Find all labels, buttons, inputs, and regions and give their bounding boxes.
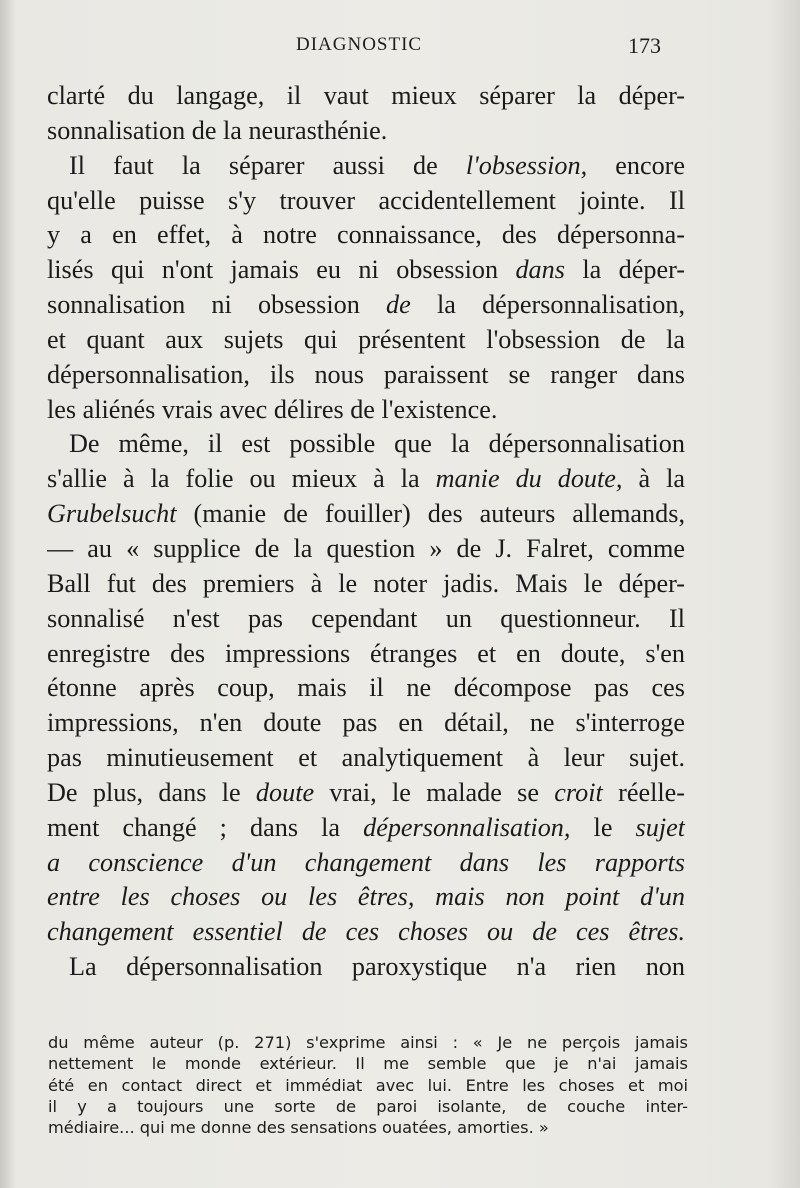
text-line: a conscience d'un changement dans les rapports <box>47 847 685 877</box>
footnote-line: été en contact direct et immédiat avec lui. Entre les choses et moi <box>48 1075 688 1095</box>
footnote <box>48 1032 688 1138</box>
text-line: clarté du langage, il vaut mieux séparer la déper- <box>47 81 685 110</box>
footnote-line: il y a toujours une sorte de paroi isolante, de couche inter- <box>48 1096 688 1116</box>
text-line: les aliénés vrais avec délires de l'existence. <box>47 394 498 424</box>
text-line: dépersonnalisation, ils nous paraissent se ranger dans <box>47 359 685 389</box>
text-line: entre les choses ou les êtres, mais non point d'un <box>47 882 685 912</box>
text-line: Ball fut des premiers à le noter jadis. Mais le déper- <box>47 568 685 598</box>
running-title: DIAGNOSTIC <box>296 34 423 55</box>
page-number: 173 <box>628 33 661 58</box>
text-line: et quant aux sujets qui présentent l'obsession de la <box>47 324 685 354</box>
text-line: impressions, n'en doute pas en détail, ne s'interroge <box>47 708 685 738</box>
text-line: y a en effet, à notre connaissance, des dépersonna- <box>47 220 685 250</box>
text-line: De plus, dans le doute vrai, le malade se croit réelle- <box>47 777 685 807</box>
footnote-line: du même auteur (p. 271) s'exprime ainsi : « Je ne perçois jamais <box>48 1033 688 1052</box>
text-line: Grubelsucht (manie de fouiller) des auteurs allemands, <box>47 499 685 529</box>
text-line: sonnalisé n'est pas cependant un questionneur. Il <box>47 603 685 633</box>
body-text <box>47 79 685 985</box>
text-line: De même, il est possible que la dépersonnalisation <box>69 429 685 459</box>
text-line: s'allie à la folie ou mieux à la manie du doute, à la <box>47 464 685 494</box>
text-line: lisés qui n'ont jamais eu ni obsession dans la déper- <box>47 255 685 285</box>
text-line: Il faut la séparer aussi de l'obsession, encore <box>69 150 685 180</box>
text-line: pas minutieusement et analytiquement à leur sujet. <box>47 743 685 773</box>
footnote-line: nettement le monde extérieur. Il me semble que je n'ai jamais <box>48 1054 688 1074</box>
text-line: étonne après coup, mais il ne décompose pas ces <box>47 673 685 703</box>
text-line: ment changé ; dans la dépersonnalisation, le sujet <box>47 812 685 842</box>
text-line: sonnalisation ni obsession de la dépersonnalisation, <box>47 290 685 320</box>
text-line: enregistre des impressions étranges et en doute, s'en <box>47 638 685 668</box>
text-line: La dépersonnalisation paroxystique n'a rien non <box>69 952 685 982</box>
text-line: changement essentiel de ces choses ou de ces êtres. <box>47 917 685 947</box>
text-line: — au « supplice de la question » de J. Falret, comme <box>47 533 685 563</box>
footnote-line: médiaire... qui me donne des sensations ouatées, amorties. » <box>48 1118 549 1138</box>
text-line: qu'elle puisse s'y trouver accidentellement jointe. Il <box>47 185 685 215</box>
page-header <box>0 34 800 60</box>
text-line: sonnalisation de la neurasthénie. <box>47 115 388 145</box>
